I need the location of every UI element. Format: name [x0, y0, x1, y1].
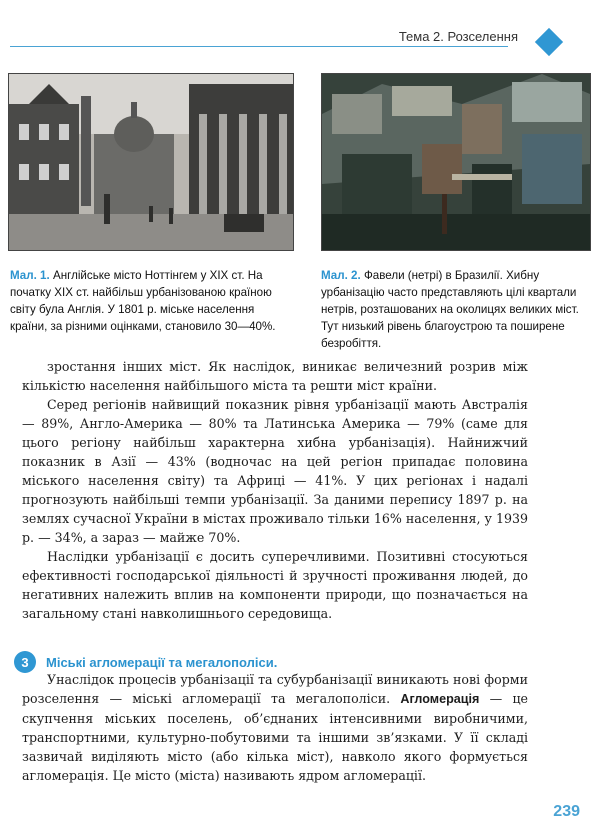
favela-photo — [321, 73, 591, 251]
topic-title: Тема 2. Розселення — [398, 29, 518, 44]
section-text — [22, 670, 528, 785]
figure-caption-2 — [321, 267, 591, 352]
figure-label-2: Мал. 2. — [321, 269, 361, 282]
figure-caption-text-2: Фавели (нетрі) в Бразилії. Хибну урбанізацію часто представляють цілі квартали нетрів, розташованих на околицях великих міст. Тут низький рівень благоустрою та поширене безробіття. — [321, 269, 579, 350]
figure-caption-text-1: Англійське місто Ноттінгем у XIX ст. На початку XIX ст. найбільш урбанізованою країною світу була Англія. У 1801 р. міське населення країни, за різними оцінками, становило 30—40%. — [10, 269, 276, 333]
figure-caption-1 — [10, 267, 282, 335]
nottingham-photo — [8, 73, 294, 251]
paragraph: Наслідки урбанізації є досить суперечливими. Позитивні стосуються ефективності господарської діяльності й зручності проживання людей, до негативних належить вплив на компоненти природи, що позначається на загальному стані навколишнього середовища. — [22, 549, 528, 621]
figure-label-1: Мал. 1. — [10, 269, 50, 282]
section-text-before: Унаслідок процесів урбанізації та субурбанізації виникають нові форми розселення — міські агломерації та мегалополіси. — [22, 672, 528, 706]
section-text-after: — це скупчення міських поселень, об’єднаних інтенсивними виробничими, транспортними, культурно-побутовими та іншими зв’язками. У її складі зазвичай виділяють місто (або кілька міст), навколо якого формується агломерація. Це місто (міста) називають ядром агломерації. — [22, 691, 528, 783]
section-term: Агломерація — [400, 692, 480, 706]
paragraph: зростання інших міст. Як наслідок, виникає величезний розрив між кількістю населення найбільшого міста та решти міст країни. — [22, 359, 528, 393]
section-number-badge: 3 — [14, 651, 36, 673]
paragraph: Серед регіонів найвищий показник рівня урбанізації мають Австралія — 89%, Англо-Америка — 80% та Латинська Америка — 79% (саме для цього регіону найбільш характерна хибна урбанізація). Найнижчий показник в Азії — 43% (водночас на цей регіон припадає половина міського населення світу) та Африці — 41%. У цих регіонах і надалі прогнозують найбільші темпи урбанізації. За даними перепису 1897 р. на землях сучасної України в містах проживало тільки 16% населення, у 1939 р. — 34%, а зараз — майже 70%. — [22, 397, 528, 545]
section-paragraph — [22, 670, 528, 785]
diamond-marker-icon — [535, 28, 563, 56]
body-text — [22, 357, 528, 623]
header-rule — [10, 46, 508, 47]
page-number: 239 — [553, 803, 580, 820]
section-title: Міські агломерації та мегалополіси. — [46, 654, 278, 670]
